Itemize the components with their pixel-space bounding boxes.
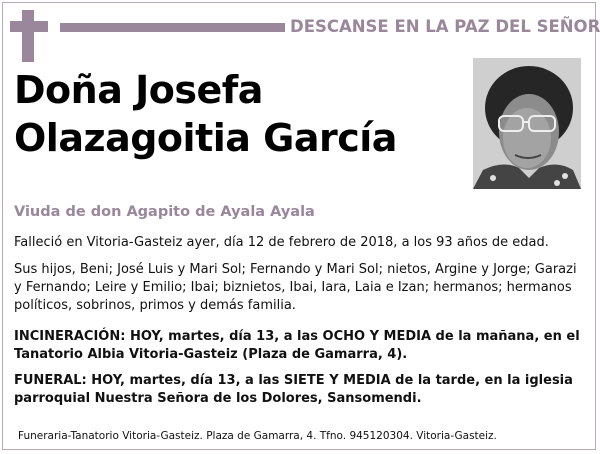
cross-icon <box>22 10 34 62</box>
header-title: DESCANSE EN LA PAZ DEL SEÑOR <box>290 17 600 36</box>
portrait-photo <box>473 58 581 189</box>
death-notice: Falleció en Vitoria-Gasteiz ayer, día 12 de febrero de 2018, a los 93 años de edad. <box>14 235 549 250</box>
widow-of-line: Viuda de don Agapito de Ayala Ayala <box>14 204 315 220</box>
funeral-home-footer: Funeraria-Tanatorio Vitoria-Gasteiz. Plaza de Gamarra, 4. Tfno. 945120304. Vitoria-Gasteiz. <box>18 430 497 442</box>
family-list: Sus hijos, Beni; José Luis y Mari Sol; Fernando y Mari Sol; nietos, Argine y Jorge; Garazi y Fernando; Leire y Emilio; Ibai; biznietos, Ibai, Iara, Laia e Izan; hermanos; hermanos políticos, sobrinos, primos y demás familia. <box>14 262 577 313</box>
name-line-2: Olazagoitia García <box>14 116 397 160</box>
deceased-name <box>14 66 464 162</box>
funeral-info: FUNERAL: HOY, martes, día 13, a las SIETE Y MEDIA de la tarde, en la iglesia parroquial Nuestra Señora de los Dolores, Sansomendi. <box>14 373 573 406</box>
cremation-info: INCINERACIÓN: HOY, martes, día 13, a las OCHO Y MEDIA de la mañana, en el Tanatorio Albia Vitoria-Gasteiz (Plaza de Gamarra, 4). <box>14 329 580 362</box>
header-rule <box>60 23 285 32</box>
cross-icon-bar <box>10 21 48 32</box>
name-line-1: Doña Josefa <box>14 68 263 112</box>
